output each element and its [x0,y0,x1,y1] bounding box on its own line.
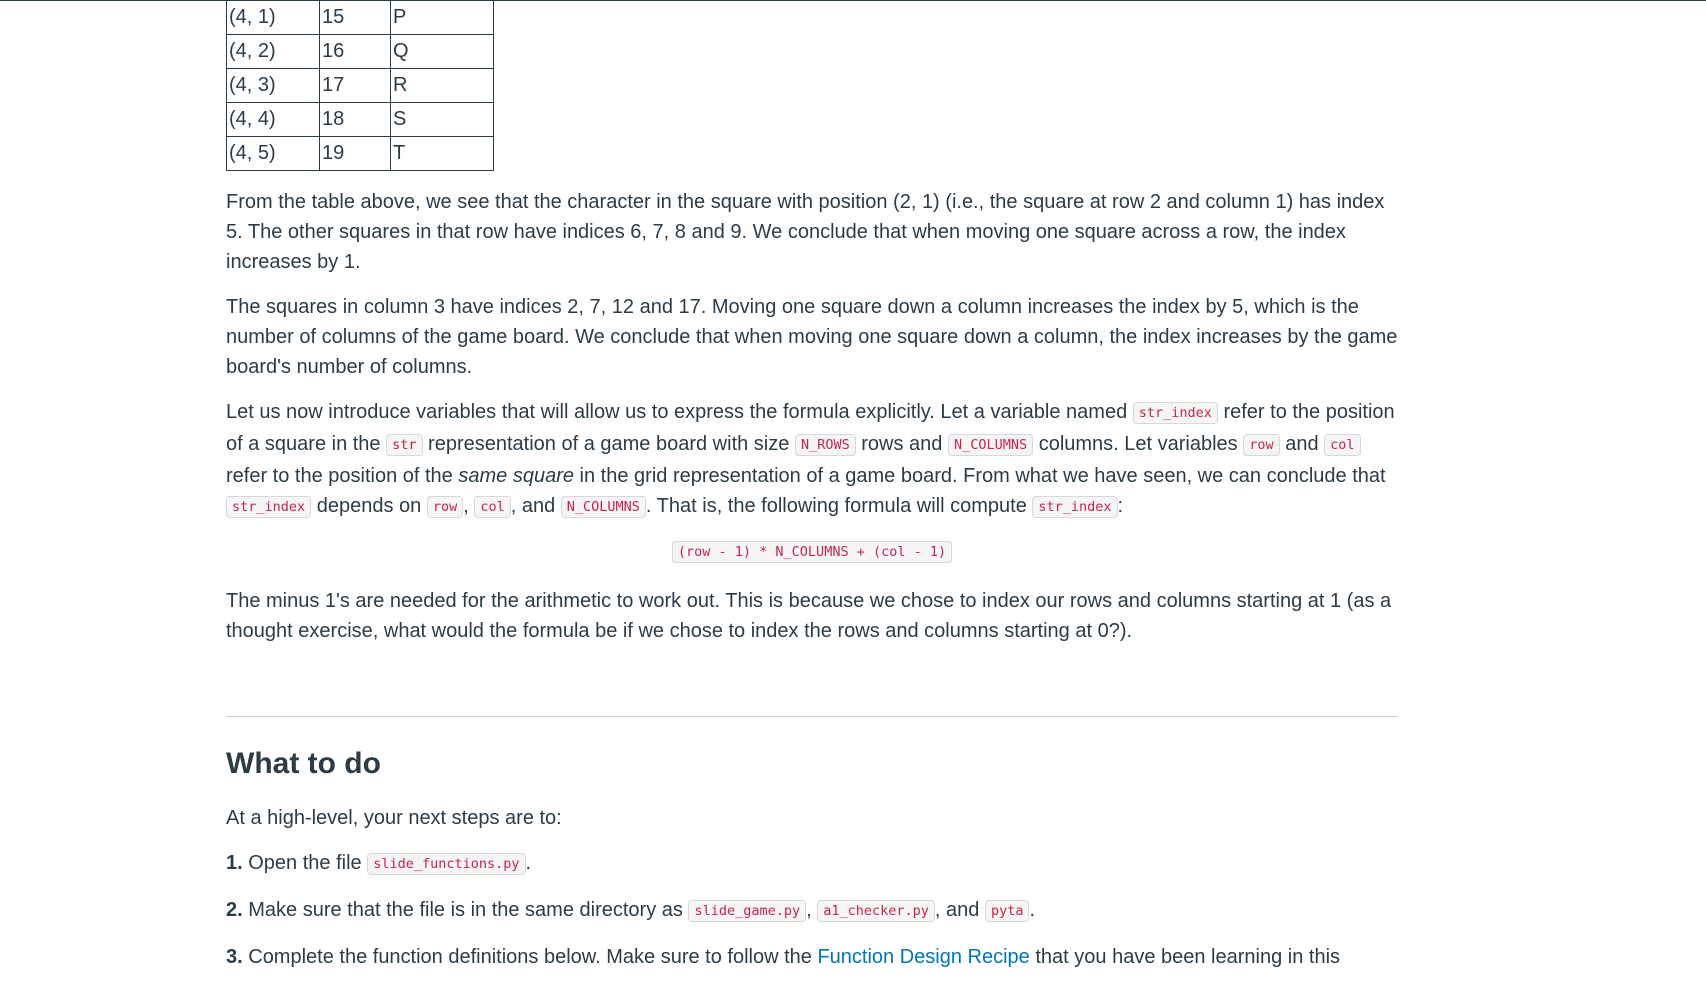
text-span: refer to the position of the [226,465,459,487]
section-divider [226,716,1398,717]
code-str-index: str_index [1133,402,1218,424]
text-span: Complete the function definitions below. Make sure to follow the [242,946,818,968]
code-str-index: str_index [1032,496,1117,518]
table-row [227,137,494,171]
text-span: , [463,495,475,517]
text-span: refer to the position of a square in the [226,401,1395,455]
code-str: str [386,434,422,456]
function-design-recipe-link[interactable]: Function Design Recipe [817,946,1030,968]
code-row: row [427,496,463,518]
text-span: Open the file [242,852,368,874]
text-span: . That is, the following formula will compute [645,495,1033,517]
text-span: representation of a game board with size [422,433,795,455]
formula-block [226,538,1398,568]
code-a1-checker: a1_checker.py [817,900,935,922]
step-3 [226,942,1398,972]
section-heading: What to do [226,747,381,780]
paragraph-variables [226,397,1398,523]
text-span: Let us now introduce variables that will allow us to express the formula explicitly. Let a variable named [226,401,1133,423]
character-cell: P [391,1,494,35]
paragraph-minus-one: The minus 1's are needed for the arithmetic to work out. This is because we chose to index our rows and columns starting at 1 (as a thought exercise, what would the formula be if we chose to index the rows and columns starting at 0?). [226,590,1392,642]
step-number: 3. [226,946,243,968]
text-span: . [525,852,532,874]
index-cell: 15 [320,1,391,35]
code-row: row [1243,434,1279,456]
character-cell: Q [391,35,494,69]
code-n-columns: N_COLUMNS [948,434,1033,456]
text-span: columns. Let variables [1033,433,1244,455]
code-str-index: str_index [226,496,311,518]
table-row [227,103,494,137]
text-span: in the grid representation of a game board. From what we have seen, we can conclude that [574,465,1386,487]
index-cell: 16 [320,35,391,69]
text-span: depends on [311,495,427,517]
text-span: that you have been learning in this [1029,946,1341,968]
paragraph-column-explanation: The squares in column 3 have indices 2, 7, 12 and 17. Moving one square down a column increases the index by 5, which is the number of columns of the game board. We conclude that when moving one square down a column, the index increases by the game board's number of columns. [226,296,1398,378]
character-cell: S [391,103,494,137]
position-cell: (4, 3) [227,69,320,103]
code-n-columns: N_COLUMNS [561,496,646,518]
index-cell: 17 [320,69,391,103]
step-1 [226,848,1398,880]
character-cell: T [391,137,494,171]
assignment-content [226,0,1398,987]
index-table-body [227,1,494,171]
position-cell: (4, 2) [227,35,320,69]
text-span: . [1029,899,1036,921]
step-number: 2. [226,899,243,921]
code-n-rows: N_ROWS [795,434,856,456]
text-span: , and [934,899,985,921]
character-cell: R [391,69,494,103]
position-cell: (4, 1) [227,1,320,35]
position-cell: (4, 4) [227,103,320,137]
step-2 [226,895,1398,927]
index-cell: 18 [320,103,391,137]
code-slide-functions: slide_functions.py [367,853,525,875]
text-span: , and [510,495,561,517]
index-cell: 19 [320,137,391,171]
index-table [226,0,494,171]
table-row [227,35,494,69]
steps-intro: At a high-level, your next steps are to: [226,807,562,829]
text-span: : [1117,495,1124,517]
code-slide-game: slide_game.py [688,900,806,922]
table-row [227,69,494,103]
text-span: , [806,899,818,921]
text-span: and [1279,433,1325,455]
position-cell: (4, 5) [227,137,320,171]
step-number: 1. [226,852,243,874]
code-col: col [1324,434,1360,456]
emphasis-same-square: same square [458,465,574,487]
paragraph-row-explanation: From the table above, we see that the character in the square with position (2, 1) (i.e., the square at row 2 and column 1) has index 5. The other squares in that row have indices 6, 7, 8 and 9. We conclude that when moving one square across a row, the index increases by 1. [226,191,1385,273]
formula-code: (row - 1) * N_COLUMNS + (col - 1) [672,541,952,563]
text-span: rows and [855,433,948,455]
code-pyta: pyta [985,900,1030,922]
text-span: Make sure that the file is in the same directory as [242,899,689,921]
code-col: col [474,496,510,518]
table-row [227,1,494,35]
